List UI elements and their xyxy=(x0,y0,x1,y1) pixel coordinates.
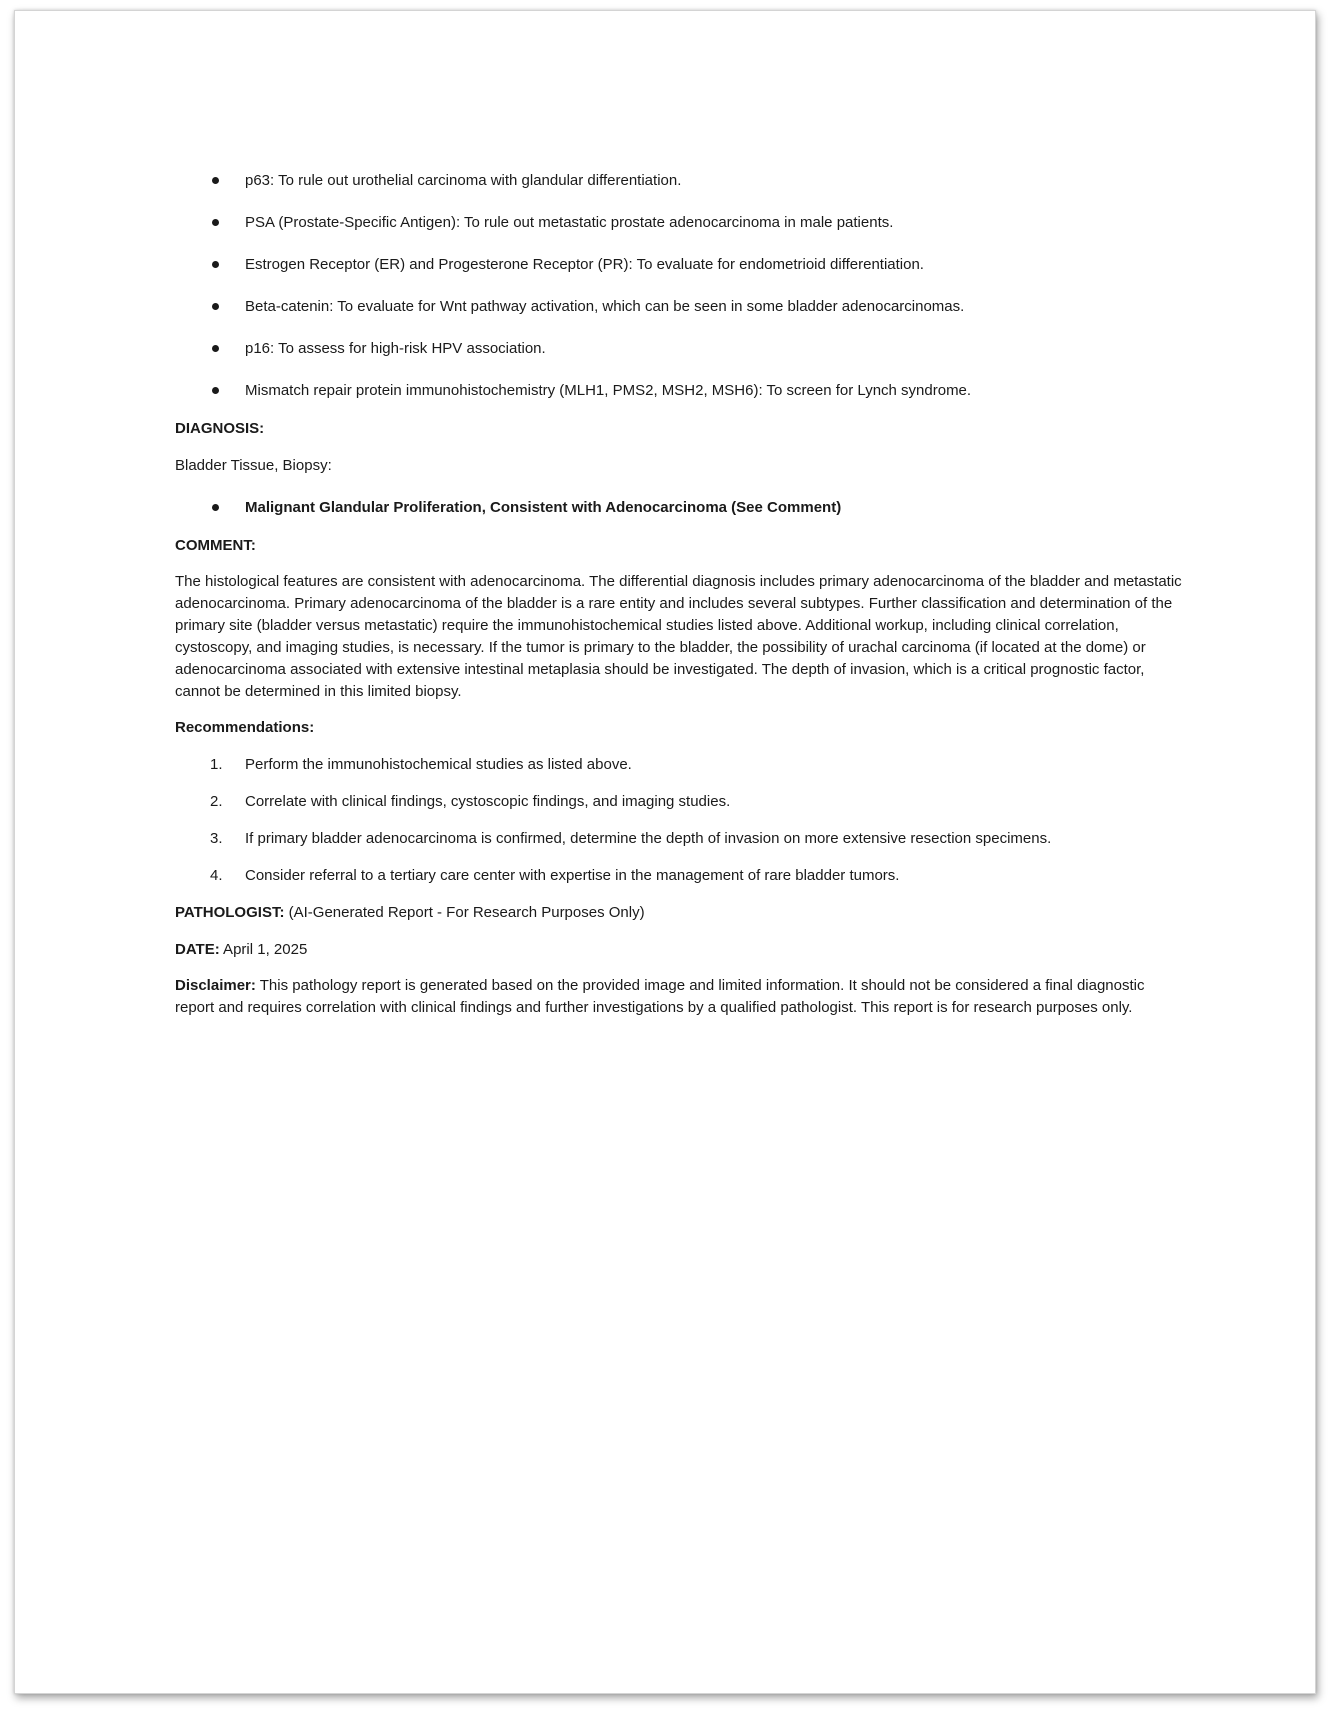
recommendations-list xyxy=(175,753,1185,888)
disclaimer-text: This pathology report is generated based on the provided image and limited information. It should not be considered a final diagnostic report and requires correlation with clinical findings and further investigations by a qualified pathologist. This report is for research purposes only. xyxy=(175,977,1145,1016)
date-label: DATE: xyxy=(175,941,220,958)
list-item xyxy=(175,753,1185,777)
list-number: 2. xyxy=(210,793,223,810)
pathologist-line xyxy=(175,901,1185,925)
document-page xyxy=(14,10,1316,1694)
comment-text: The histological features are consistent with adenocarcinoma. The differential diagnosis includes primary adenocarcinoma of the bladder and metastatic adenocarcinoma. Primary adenocarcinoma of the bladder is a rare entity and includes several subtypes. Further classification and determination of the primary site (bladder versus metastatic) require the immunohistochemical studies listed above. Additional workup, including clinical correlation, cystoscopy, and imaging studies, is necessary. If the tumor is primary to the bladder, the possibility of urachal carcinoma (if located at the dome) or adenocarcinoma associated with extensive intestinal metaplasia should be investigated. The depth of invasion, which is a critical prognostic factor, cannot be determined in this limited biopsy. xyxy=(175,573,1182,700)
list-item: p63: To rule out urothelial carcinoma with glandular differentiation. xyxy=(175,169,1185,193)
diagnosis-specimen: Bladder Tissue, Biopsy: xyxy=(175,457,332,474)
list-item xyxy=(175,790,1185,814)
list-number: 4. xyxy=(210,867,223,884)
disclaimer xyxy=(175,975,1185,1019)
list-text: Consider referral to a tertiary care center with expertise in the management of rare bladder tumors. xyxy=(245,867,900,884)
list-item: Mismatch repair protein immunohistochemistry (MLH1, PMS2, MSH2, MSH6): To screen for Lynch syndrome. xyxy=(175,379,1185,403)
ihc-study-list xyxy=(175,169,1185,403)
diagnosis-item: Malignant Glandular Proliferation, Consistent with Adenocarcinoma (See Comment) xyxy=(175,496,1185,520)
list-item xyxy=(175,864,1185,888)
list-item: Beta-catenin: To evaluate for Wnt pathway activation, which can be seen in some bladder adenocarcinomas. xyxy=(175,295,1185,319)
list-item: Estrogen Receptor (ER) and Progesterone Receptor (PR): To evaluate for endometrioid differentiation. xyxy=(175,253,1185,277)
list-text: Perform the immunohistochemical studies as listed above. xyxy=(245,756,632,773)
list-number: 3. xyxy=(210,830,223,847)
list-text: If primary bladder adenocarcinoma is confirmed, determine the depth of invasion on more extensive resection specimens. xyxy=(245,830,1052,847)
diagnosis-heading: DIAGNOSIS: xyxy=(175,420,265,437)
disclaimer-label: Disclaimer: xyxy=(175,977,256,994)
pathologist-label: PATHOLOGIST: xyxy=(175,904,285,921)
list-item xyxy=(175,827,1185,851)
comment-heading: COMMENT: xyxy=(175,537,256,554)
list-text: Correlate with clinical findings, cystoscopic findings, and imaging studies. xyxy=(245,793,731,810)
list-item: PSA (Prostate-Specific Antigen): To rule out metastatic prostate adenocarcinoma in male patients. xyxy=(175,211,1185,235)
diagnosis-list xyxy=(175,496,1185,520)
list-number: 1. xyxy=(210,756,223,773)
list-item: p16: To assess for high-risk HPV association. xyxy=(175,337,1185,361)
date-line xyxy=(175,938,1185,962)
report-content xyxy=(175,169,1185,1032)
recommendations-heading: Recommendations: xyxy=(175,719,315,736)
date-value: April 1, 2025 xyxy=(219,941,308,958)
pathologist-value: (AI-Generated Report - For Research Purposes Only) xyxy=(284,904,645,921)
